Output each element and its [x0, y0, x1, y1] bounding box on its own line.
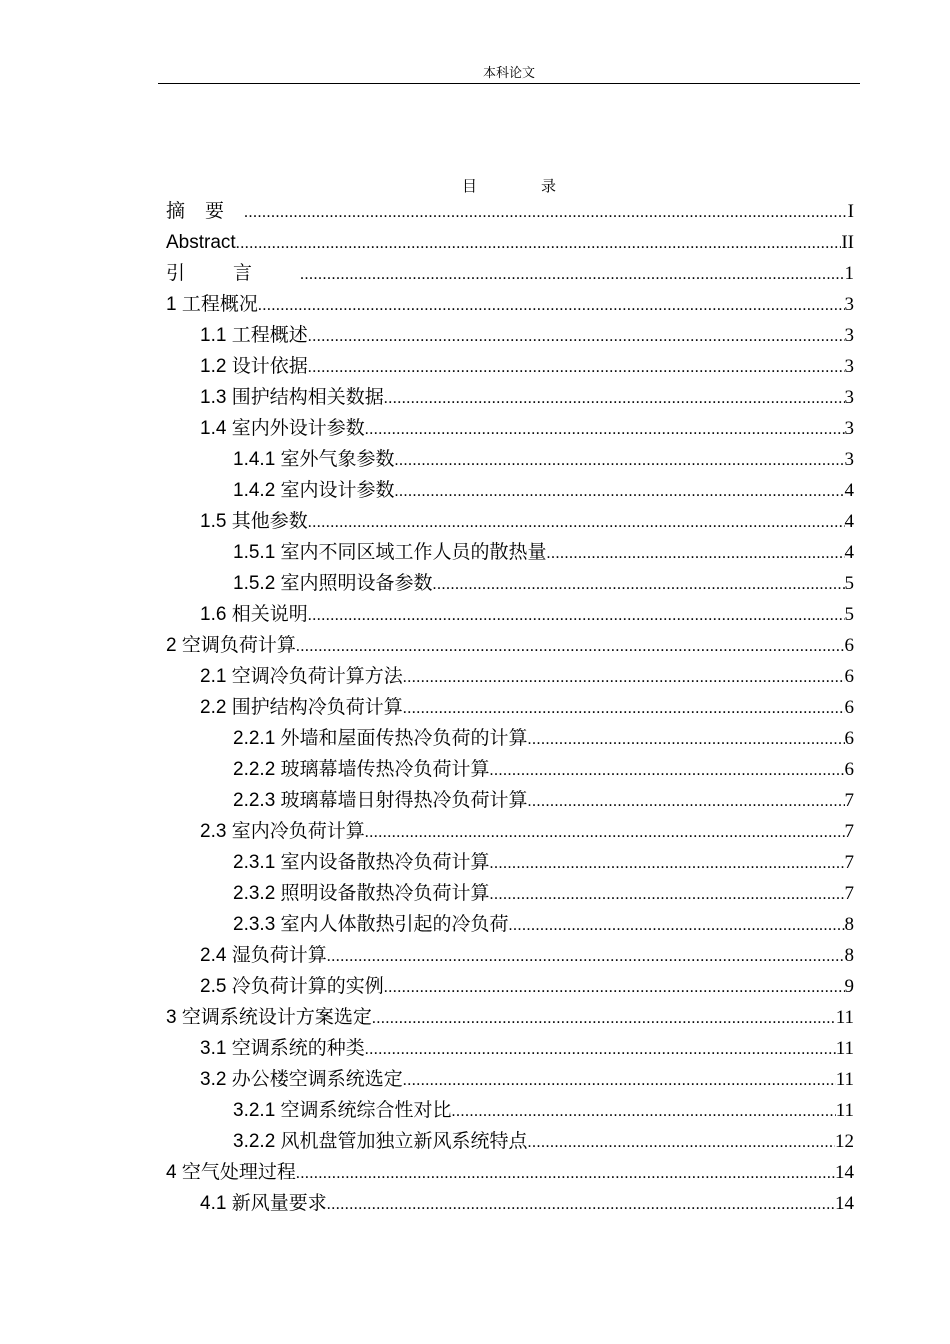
- toc-entry[interactable]: [166, 568, 854, 599]
- toc-entry-page: 4: [844, 511, 854, 532]
- toc-dot-leader: [300, 259, 844, 289]
- toc-dot-leader: [528, 724, 845, 754]
- toc-entry[interactable]: [166, 289, 854, 320]
- toc-dot-leader: [327, 1189, 835, 1219]
- toc-entry-page: 12: [835, 1131, 854, 1152]
- toc-entry-label: 1.5.1 室内不同区域工作人员的散热量: [233, 542, 547, 563]
- toc-entry[interactable]: [166, 1188, 854, 1219]
- toc-entry-label: 1.1 工程概述: [200, 325, 308, 346]
- toc-entry-label: 1.5 其他参数: [200, 511, 308, 532]
- toc-entry-page: II: [841, 232, 854, 253]
- toc-entry-page: 11: [835, 1100, 854, 1121]
- toc-entry[interactable]: [166, 754, 854, 785]
- toc-entry-page: 14: [835, 1193, 854, 1214]
- toc-dot-leader: [308, 600, 845, 630]
- toc-entry-page: 7: [844, 790, 854, 811]
- toc-entry-label: 2.5 冷负荷计算的实例: [200, 976, 384, 997]
- toc-entry-page: 11: [835, 1007, 854, 1028]
- toc-entry[interactable]: [166, 413, 854, 444]
- toc-dot-leader: [433, 569, 845, 599]
- toc-entry[interactable]: [166, 351, 854, 382]
- toc-entry-label: 3.2 办公楼空调系统选定: [200, 1069, 403, 1090]
- toc-entry[interactable]: [166, 475, 854, 506]
- toc-entry[interactable]: [166, 692, 854, 723]
- toc-entry-page: 14: [835, 1162, 854, 1183]
- toc-entry[interactable]: [166, 258, 854, 289]
- toc-entry[interactable]: [166, 1002, 854, 1033]
- toc-dot-leader: [296, 631, 845, 661]
- toc-dot-leader: [490, 848, 845, 878]
- toc-entry-label: 1.2 设计依据: [200, 356, 308, 377]
- toc-entry-label: 2.3.3 室内人体散热引起的冷负荷: [233, 914, 509, 935]
- toc-entry-page: 11: [835, 1069, 854, 1090]
- toc-entry-label: 1.4.2 室内设计参数: [233, 480, 395, 501]
- toc-dot-leader: [327, 941, 845, 971]
- toc-dot-leader: [490, 755, 845, 785]
- toc-entry[interactable]: [166, 320, 854, 351]
- toc-entry-page: 7: [844, 883, 854, 904]
- toc-entry-label: 2.2.1 外墙和屋面传热冷负荷的计算: [233, 728, 528, 749]
- toc-entry-label: 2.2.2 玻璃幕墙传热冷负荷计算: [233, 759, 490, 780]
- toc-entry-page: 3: [844, 356, 854, 377]
- toc-dot-leader: [308, 321, 845, 351]
- toc-entry-label: 1.4.1 室外气象参数: [233, 449, 395, 470]
- toc-entry-label: 摘要: [166, 201, 245, 222]
- toc-dot-leader: [547, 538, 845, 568]
- toc-entry[interactable]: [166, 599, 854, 630]
- toc-dot-leader: [258, 290, 845, 320]
- toc-title: 目录: [461, 177, 620, 195]
- toc-dot-leader: [365, 817, 845, 847]
- toc-entry-page: 7: [844, 821, 854, 842]
- toc-entry[interactable]: [166, 909, 854, 940]
- toc-entry-label: 1.5.2 室内照明设备参数: [233, 573, 433, 594]
- toc-entry[interactable]: [166, 1095, 854, 1126]
- toc-entry-label: 2.2.3 玻璃幕墙日射得热冷负荷计算: [233, 790, 528, 811]
- table-of-contents: [166, 196, 854, 1219]
- toc-entry[interactable]: [166, 661, 854, 692]
- toc-dot-leader: [509, 910, 845, 940]
- toc-entry-page: 4: [844, 480, 854, 501]
- toc-dot-leader: [372, 1003, 836, 1033]
- toc-dot-leader: [528, 786, 845, 816]
- toc-dot-leader: [236, 228, 842, 258]
- toc-entry-label: 1.3 围护结构相关数据: [200, 387, 384, 408]
- toc-entry-label: 3.1 空调系统的种类: [200, 1038, 365, 1059]
- toc-entry-label: 2.3.2 照明设备散热冷负荷计算: [233, 883, 490, 904]
- toc-entry[interactable]: [166, 723, 854, 754]
- toc-entry-label: 2 空调负荷计算: [166, 635, 296, 656]
- toc-entry[interactable]: [166, 537, 854, 568]
- toc-entry-label: 2.1 空调冷负荷计算方法: [200, 666, 403, 687]
- toc-dot-leader: [296, 1158, 835, 1188]
- toc-entry-label: 2.2 围护结构冷负荷计算: [200, 697, 403, 718]
- toc-entry-label: 4.1 新风量要求: [200, 1193, 327, 1214]
- toc-dot-leader: [244, 197, 848, 227]
- toc-entry[interactable]: [166, 1126, 854, 1157]
- toc-dot-leader: [384, 972, 845, 1002]
- toc-entry-page: 3: [844, 294, 854, 315]
- toc-entry-label: 2.4 湿负荷计算: [200, 945, 327, 966]
- toc-entry-label: 3 空调系统设计方案选定: [166, 1007, 372, 1028]
- toc-entry[interactable]: [166, 847, 854, 878]
- toc-entry-page: 3: [844, 325, 854, 346]
- toc-entry[interactable]: [166, 1033, 854, 1064]
- toc-dot-leader: [365, 1034, 836, 1064]
- toc-entry[interactable]: [166, 196, 854, 227]
- toc-entry-page: 1: [844, 263, 854, 284]
- toc-entry-page: 6: [844, 635, 854, 656]
- toc-entry-page: 8: [844, 945, 854, 966]
- toc-entry[interactable]: [166, 382, 854, 413]
- toc-entry[interactable]: [166, 506, 854, 537]
- toc-dot-leader: [490, 879, 845, 909]
- running-header: 本科论文: [482, 66, 535, 81]
- toc-entry-page: 11: [835, 1038, 854, 1059]
- toc-entry-label: 4 空气处理过程: [166, 1162, 296, 1183]
- toc-entry-page: 7: [844, 852, 854, 873]
- toc-entry-label: 2.3.1 室内设备散热冷负荷计算: [233, 852, 490, 873]
- toc-entry-label: 3.2.2 风机盘管加独立新风系统特点: [233, 1131, 528, 1152]
- toc-entry-page: 6: [844, 697, 854, 718]
- toc-entry[interactable]: [166, 227, 854, 258]
- toc-entry-label: 2.3 室内冷负荷计算: [200, 821, 365, 842]
- toc-entry-page: 6: [844, 666, 854, 687]
- toc-entry-page: I: [847, 201, 854, 222]
- toc-entry-label: 1 工程概况: [166, 294, 258, 315]
- toc-dot-leader: [308, 507, 845, 537]
- toc-entry[interactable]: [166, 940, 854, 971]
- toc-entry-label: 3.2.1 空调系统综合性对比: [233, 1100, 452, 1121]
- toc-entry-page: 8: [844, 914, 854, 935]
- toc-dot-leader: [395, 476, 845, 506]
- toc-entry[interactable]: [166, 1064, 854, 1095]
- toc-dot-leader: [384, 383, 845, 413]
- toc-dot-leader: [403, 1065, 836, 1095]
- toc-entry-page: 9: [844, 976, 854, 997]
- toc-dot-leader: [528, 1127, 835, 1157]
- toc-entry[interactable]: [166, 630, 854, 661]
- toc-entry-page: 4: [844, 542, 854, 563]
- toc-entry-page: 6: [844, 759, 854, 780]
- toc-entry-page: 3: [844, 418, 854, 439]
- toc-entry[interactable]: [166, 785, 854, 816]
- toc-entry[interactable]: [166, 816, 854, 847]
- toc-dot-leader: [308, 352, 845, 382]
- toc-dot-leader: [403, 693, 845, 723]
- toc-entry[interactable]: [166, 878, 854, 909]
- toc-entry-page: 3: [844, 387, 854, 408]
- toc-entry-label: Abstract: [166, 232, 236, 253]
- toc-dot-leader: [365, 414, 845, 444]
- toc-entry[interactable]: [166, 1157, 854, 1188]
- toc-entry-label: 1.6 相关说明: [200, 604, 308, 625]
- toc-entry-page: 5: [844, 573, 854, 594]
- toc-dot-leader: [403, 662, 845, 692]
- toc-entry-page: 6: [844, 728, 854, 749]
- toc-entry-label: 引言: [166, 263, 301, 284]
- toc-dot-leader: [452, 1096, 836, 1126]
- toc-dot-leader: [395, 445, 845, 475]
- toc-entry[interactable]: [166, 444, 854, 475]
- header-rule: [158, 83, 860, 84]
- toc-entry[interactable]: [166, 971, 854, 1002]
- toc-entry-page: 3: [844, 449, 854, 470]
- toc-entry-label: 1.4 室内外设计参数: [200, 418, 365, 439]
- toc-entry-page: 5: [844, 604, 854, 625]
